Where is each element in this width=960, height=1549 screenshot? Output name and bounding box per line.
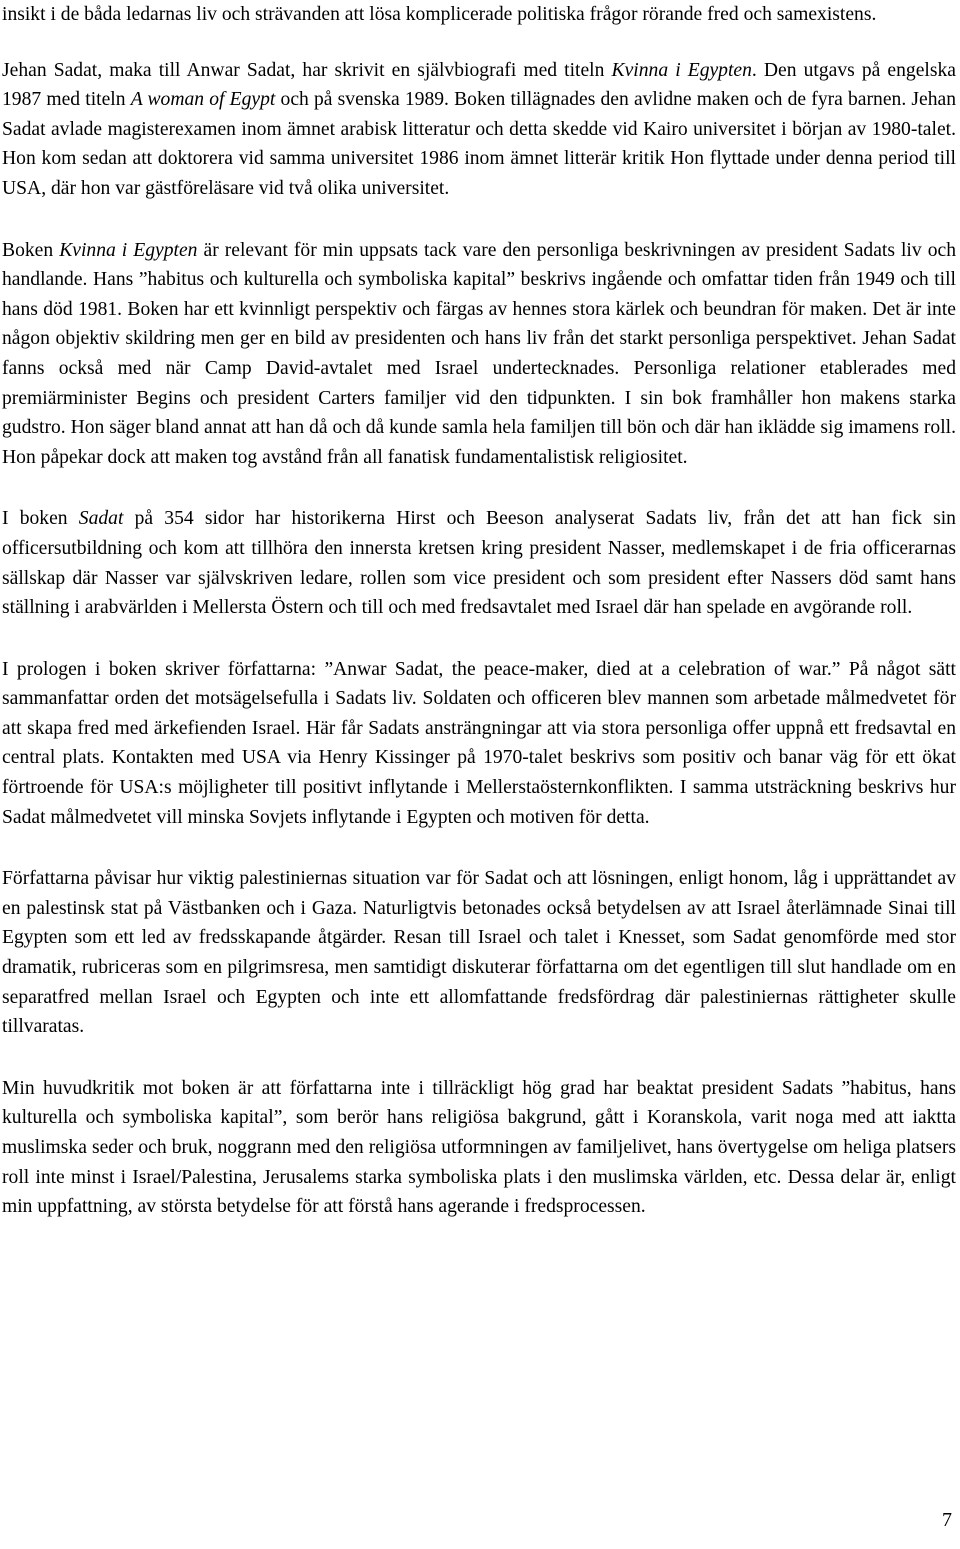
italic-title: A woman of Egypt xyxy=(130,89,276,111)
italic-title: Sadat xyxy=(78,508,124,530)
text-run: och på svenska 1989. Boken tillägnades den avlidne maken och de fyra barnen. Jehan Sadat avlade magisterexamen inom ämnet arabisk litteratur och detta skedde vid Kairo universitet i början av 1980-talet. Hon kom sedan att doktorera vid samma universitet 1986 inom ämnet litterär kritik Hon flyttade under denna period till USA, där hon var gästföreläsare vid två olika universitet. xyxy=(2,89,956,199)
body-text xyxy=(2,0,956,1254)
text-run: på 354 sidor har historikerna Hirst och Beeson analyserat Sadats liv, från det att han fick sin officersutbildning och kom att tillhöra den innersta kretsen kring president Nasser, medlemskapet i de fria officerarnas sällskap där Nasser var självskriven ledare, rollen som vice president och som president efter Nassers död samt hans ställning i arabvärlden i Mellersta Östern och till och med fredsavtalet med Israel där han spelade en avgörande roll. xyxy=(2,508,956,619)
text-run: I boken xyxy=(2,508,79,530)
text-run: Författarna påvisar hur viktig palestiniernas situation var för Sadat och att lösningen, enligt honom, låg i upprättandet av en palestinsk stat på Västbanken och i Gaza. Naturligtvis betonades också betydelsen av att Israel återlämnade Sinai till Egypten som ett led av fredsskapande åtgärder. Resan till Israel och talet i Knesset, som Sadat genomförde med stor dramatik, rubriceras som en pilgrimsresa, men samtidigt diskuterar författarna om det egentligen till slut handlade om en separatfred mellan Israel och Egypten och inte ett allomfattande fredsfördrag där palestiniernas rättigheter skulle tillvaratas. xyxy=(2,868,956,1038)
paragraph-3 xyxy=(2,236,956,473)
paragraph-2 xyxy=(2,56,956,204)
paragraph-1 xyxy=(2,0,956,30)
text-run: Jehan Sadat, maka till Anwar Sadat, har skrivit en självbiografi med titeln xyxy=(2,59,612,81)
italic-title: Kvinna i Egypten xyxy=(59,239,198,261)
paragraph-6 xyxy=(2,864,956,1042)
text-run: Min huvudkritik mot boken är att författarna inte i tillräckligt hög grad har beaktat president Sadats ”habitus, hans kulturella och symboliska kapital”, som berör hans religiösa bakgrund, gått i Koranskola, varit noga med att iaktta muslimska seder och bruk, noggrann med den religiösa utformningen av familjelivet, hans övertygelse om heliga platsers roll inte minst i Israel/Palestina, Jerusalems starka symboliska plats i den muslimska världen, etc. Dessa delar är, enligt min uppfattning, av största betydelse för att förstå hans agerande i fredsprocessen. xyxy=(2,1077,956,1218)
text-run: insikt i de båda ledarnas liv och strävanden att lösa komplicerade politiska frågor rörande fred och samexistens. xyxy=(2,4,877,25)
page-number: 7 xyxy=(942,1509,952,1531)
paragraph-7 xyxy=(2,1074,956,1222)
text-run: I prologen i boken skriver författarna: ”Anwar Sadat, the peace-maker, died at a celebration of war.” På något sätt sammanfattar orden det motsägelsefulla i Sadats liv. Soldaten och officeren blev mannen som arbetade målmedvetet för att skapa fred med ärkefienden Israel. Här får Sadats ansträngningar att via stora personliga offer uppnå ett fredsavtal en central plats. Kontakten med USA via Henry Kissinger på 1970-talet beskrivs som positiv och banar väg för ett ökat förtroende för USA:s möjligheter till positivt inflytande i Mellerstaösternkonflikten. I samma utsträckning beskrivs hur Sadat målmedvetet vill minska Sovjets inflytande i Egypten och motiven för detta. xyxy=(2,658,956,828)
paragraph-4 xyxy=(2,504,956,622)
text-run: . Den utgavs på engelska 1987 med titeln xyxy=(2,59,956,111)
text-run: är relevant för min uppsats tack vare den personliga beskrivningen av president Sadats liv och handlande. Hans ”habitus och kulturella och symboliska kapital” beskrivs ingående och omfattar tiden från 1949 och till hans död 1981. Boken har ett kvinnligt perspektiv och färgas av hennes stora kärlek och beundran för maken. Det är inte någon objektiv skildring men ger en bild av presidenten och hans liv från det starkt personliga perspektivet. Jehan Sadat fanns också med när Camp David-avtalet med Israel undertecknades. Personliga relationer etablerades med premiärminister Begins och president Carters familjer vid den tidpunkten. I sin bok framhåller hon makens starka gudstro. Hon säger bland annat att han då och då kunde samla hela familjen till bön och där han iklädde sig imamens roll. Hon påpekar dock att maken tog avstånd från all fanatisk fundamentalistisk religiositet. xyxy=(2,239,956,468)
paragraph-5 xyxy=(2,655,956,833)
italic-title: Kvinna i Egypten xyxy=(611,59,752,81)
text-run: Boken xyxy=(2,239,60,261)
